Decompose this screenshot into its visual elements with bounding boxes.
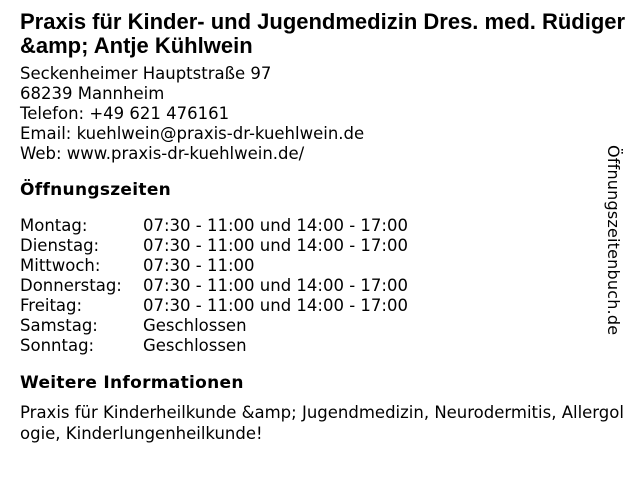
more-info-text: Praxis für Kinderheilkunde &amp; Jugendmedizin, Neurodermitis, Allergologie, Kinderlungenheilkunde! — [20, 403, 624, 443]
contact-city-line: 68239 Mannheim — [20, 84, 165, 103]
opening-hours-table — [20, 216, 620, 356]
opening-hours-heading: Öffnungszeiten — [20, 180, 172, 200]
contact-web-line: Web: www.praxis-dr-kuehlwein.de/ — [20, 144, 305, 163]
day-label: Freitag: — [20, 296, 83, 315]
hours-value: 07:30 - 11:00 und 14:00 - 17:00 — [143, 296, 408, 315]
page — [0, 10, 640, 490]
practice-title: Praxis für Kinder- und Jugendmedizin Dres. med. Rüdiger &amp; Antje Kühlwein — [20, 9, 626, 58]
day-label: Montag: — [20, 216, 88, 235]
contact-block — [20, 64, 620, 164]
more-info-heading: Weitere Informationen — [20, 373, 244, 393]
contact-address-line: Seckenheimer Hauptstraße 97 — [20, 64, 272, 83]
day-label: Samstag: — [20, 316, 98, 335]
hours-value: Geschlossen — [143, 336, 247, 355]
watermark-oeffnungszeitenbuch: Öffnungszeitenbuch.de — [604, 145, 623, 336]
hours-value: 07:30 - 11:00 — [143, 256, 255, 275]
contact-email-line: Email: kuehlwein@praxis-dr-kuehlwein.de — [20, 124, 365, 143]
hours-value: 07:30 - 11:00 und 14:00 - 17:00 — [143, 236, 408, 255]
hours-row-thursday — [20, 276, 620, 296]
hours-row-wednesday — [20, 256, 620, 276]
hours-row-monday — [20, 216, 620, 236]
hours-value: 07:30 - 11:00 und 14:00 - 17:00 — [143, 216, 408, 235]
day-label: Mittwoch: — [20, 256, 101, 275]
hours-row-friday — [20, 296, 620, 316]
hours-row-tuesday — [20, 236, 620, 256]
day-label: Dienstag: — [20, 236, 100, 255]
hours-value: 07:30 - 11:00 und 14:00 - 17:00 — [143, 276, 408, 295]
day-label: Sonntag: — [20, 336, 95, 355]
day-label: Donnerstag: — [20, 276, 122, 295]
hours-row-sunday — [20, 336, 620, 356]
contact-phone-line: Telefon: +49 621 476161 — [20, 104, 230, 123]
hours-row-saturday — [20, 316, 620, 336]
hours-value: Geschlossen — [143, 316, 247, 335]
main-content — [0, 9, 626, 444]
